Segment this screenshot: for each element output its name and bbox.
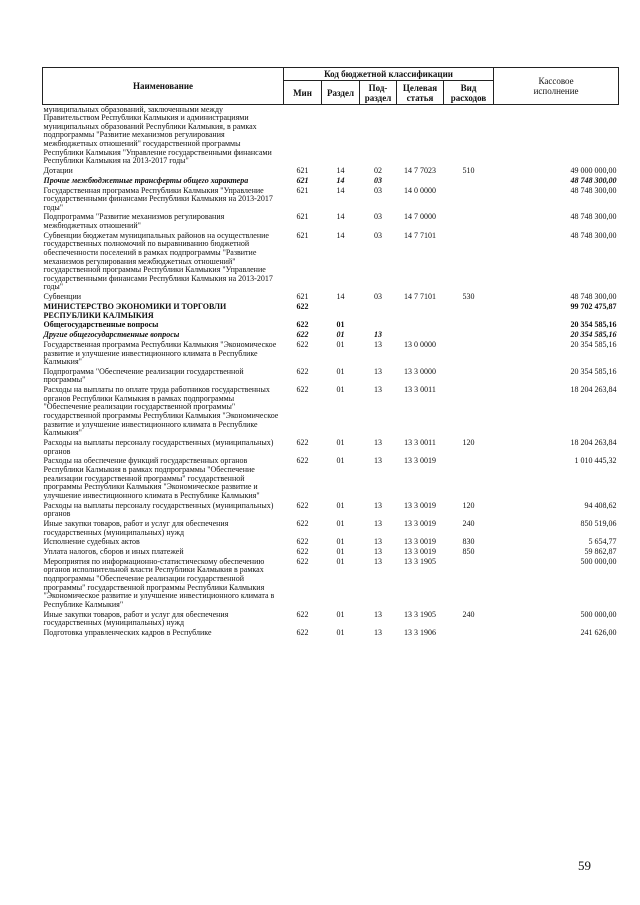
row-podrazdel: 13 (374, 609, 382, 619)
row-podrazdel: 13 (374, 366, 382, 376)
row-podrazdel: 13 (374, 438, 382, 447)
row-target (397, 105, 444, 167)
row-target (397, 331, 444, 341)
row-podrazdel: 13 (374, 456, 382, 466)
row-razdel: 14 (336, 175, 345, 185)
row-podrazdel: 13 (374, 385, 382, 395)
row-target: 14 7 7101 (404, 292, 436, 302)
row-target (397, 302, 444, 320)
row-target: 13 3 0019 (404, 547, 436, 557)
row-podrazdel: 13 (374, 518, 382, 528)
table-row (43, 438, 619, 456)
row-vid: 830 (462, 537, 475, 547)
row-vid: 510 (462, 165, 475, 175)
row-razdel: 01 (336, 385, 345, 395)
row-min: 622 (296, 366, 309, 376)
row-razdel (322, 302, 360, 320)
table-row (43, 519, 619, 537)
row-amount: 48 748 300,00 (570, 212, 617, 222)
row-name: Дотации (43, 165, 73, 175)
row-name: Иные закупки товаров, работ и услуг для обеспечения государственных (муниципальных) нужд (43, 609, 229, 628)
row-min: 621 (296, 212, 309, 222)
row-target: 13 0 0000 (404, 339, 436, 349)
row-amount: 241 626,00 (580, 627, 617, 637)
row-vid (444, 340, 494, 367)
row-razdel: 01 (336, 627, 345, 637)
row-name: Мероприятия по информационно-статистическому обеспечению органов исполнительной власти Республики Калмыкия в рамках подпрограммы "Обеспечение реализации государственной программы" государственной программы Республики Калмыкия "Экономическое развитие и улучшение инвестиционного климата в Республике Калмыкия" (43, 556, 275, 609)
row-min: 622 (296, 547, 309, 557)
row-razdel: 01 (336, 456, 345, 466)
row-razdel: 14 (336, 185, 345, 195)
row-min: 621 (296, 185, 309, 195)
row-amount: 59 862,87 (584, 547, 617, 557)
table-row (43, 557, 619, 610)
row-vid (444, 386, 494, 439)
row-name: Субвенции бюджетам муниципальных районов на осуществление государственных полномочий по выравниванию бюджетной обеспеченности поселений в рамках подпрограммы "Развитие механизмов регулирования межбюджетных отношений" государственной программы Республики Калмыкия "Управление государственными финансами Республики Калмыкия на 2013-2017 годы" (43, 230, 273, 292)
header-min: Мин (284, 81, 322, 105)
row-razdel: 14 (336, 292, 345, 302)
row-vid (444, 628, 494, 638)
header-razdel: Раздел (322, 81, 360, 105)
table-row (43, 367, 619, 385)
row-amount: 20 354 585,16 (570, 330, 617, 340)
page-number: 59 (578, 858, 591, 873)
row-razdel: 01 (336, 547, 345, 557)
row-razdel: 01 (336, 366, 345, 376)
row-podrazdel: 03 (374, 212, 382, 222)
row-min: 622 (296, 438, 309, 447)
row-min: 621 (296, 175, 309, 185)
row-vid: 240 (462, 609, 475, 619)
row-podrazdel (360, 302, 397, 320)
header-name: Наименование (43, 68, 284, 105)
row-target: 13 3 0011 (404, 438, 436, 447)
row-razdel: 14 (336, 230, 345, 240)
row-name: Расходы на обеспечение функций государственных органов Республики Калмыкия в рамках подпрограммы "Обеспечение реализации государственной программы" государственной программы Республики Калмыкия "Экономическое развитие и улучшение инвестиционного климата в Республике Калмыкия" (43, 456, 260, 500)
row-amount: 20 354 585,16 (570, 320, 617, 330)
row-amount: 500 000,00 (580, 556, 617, 566)
row-vid (444, 213, 494, 231)
row-name: Государственная программа Республики Калмыкия "Экономическое развитие и улучшение инвестиционного климата в Республике Калмыкия" (43, 339, 277, 367)
row-razdel: 01 (336, 537, 345, 547)
table-row (43, 331, 619, 341)
row-min: 622 (296, 385, 309, 395)
row-name: Расходы на выплаты персоналу государственных (муниципальных) органов (43, 438, 274, 456)
row-podrazdel: 03 (374, 185, 382, 195)
row-vid (444, 557, 494, 610)
row-target: 14 7 0000 (404, 212, 436, 222)
row-name: Расходы на выплаты по оплате труда работников государственных органов Республики Калмыкия в рамках подпрограммы "Обеспечение реализации государственной программы" государственной программы Республики Калмыкия "Экономическое развитие и улучшение инвестиционного климата в Республике Калмыкия" (43, 385, 279, 438)
row-podrazdel (360, 105, 397, 167)
row-name: МИНИСТЕРСТВО ЭКОНОМИКИ И ТОРГОВЛИ РЕСПУБЛИКИ КАЛМЫКИЯ (43, 301, 227, 320)
row-amount: 99 702 475,87 (570, 301, 617, 311)
row-target (397, 176, 444, 186)
table-row (43, 321, 619, 331)
row-target: 13 3 1905 (404, 556, 436, 566)
row-podrazdel: 03 (374, 175, 382, 185)
row-min: 622 (296, 537, 309, 547)
row-podrazdel: 03 (374, 292, 382, 302)
row-target: 13 3 0011 (404, 385, 436, 395)
row-amount: 48 748 300,00 (570, 175, 617, 185)
row-target: 13 3 0019 (404, 518, 436, 528)
row-amount: 5 654,77 (588, 537, 617, 547)
row-name: муниципальных образований, заключенными между Правительством Республики Калмыкия и администрациями муниципальных образований Республики Калмыкия, в рамках подпрограммы "Развитие механизмов регулирования межбюджетных отношений" государственной программы Республики Калмыкия "Управление государственными финансами Республики Калмыкия на 2013-2017 годы" (43, 104, 272, 166)
row-vid: 120 (462, 438, 475, 447)
row-vid (444, 331, 494, 341)
row-podrazdel: 13 (374, 330, 382, 340)
row-razdel: 01 (336, 500, 345, 510)
row-razdel: 14 (336, 165, 345, 175)
header-vid: Вид расходов (444, 81, 494, 105)
row-razdel: 01 (336, 556, 345, 566)
table-row (43, 231, 619, 292)
row-min: 622 (296, 556, 309, 566)
row-min: 621 (296, 165, 309, 175)
row-name: Иные закупки товаров, работ и услуг для обеспечения государственных (муниципальных) нужд (43, 518, 229, 537)
row-razdel: 01 (336, 330, 345, 340)
row-podrazdel: 13 (374, 339, 382, 349)
row-podrazdel: 03 (374, 230, 382, 240)
row-target: 13 3 0019 (404, 537, 436, 547)
row-min: 622 (296, 627, 309, 637)
row-podrazdel: 13 (374, 627, 382, 637)
row-razdel: 01 (336, 320, 345, 330)
table-row (43, 386, 619, 439)
row-vid (444, 367, 494, 385)
table-row (43, 213, 619, 231)
row-target: 14 7 7023 (404, 165, 436, 175)
table-row (43, 186, 619, 213)
row-min: 621 (296, 230, 309, 240)
budget-document (42, 67, 618, 638)
row-min: 622 (296, 609, 309, 619)
row-name: Другие общегосударственные вопросы (43, 330, 180, 340)
row-vid (444, 321, 494, 331)
row-vid (444, 302, 494, 320)
row-name: Субвенции (43, 292, 82, 302)
row-razdel: 14 (336, 212, 345, 222)
row-razdel (322, 105, 360, 167)
row-amount (494, 105, 619, 167)
row-podrazdel: 13 (374, 537, 382, 547)
table-row (43, 176, 619, 186)
table-row (43, 457, 619, 501)
row-target: 13 3 1906 (404, 627, 436, 637)
row-min: 622 (296, 320, 309, 330)
table-row (43, 293, 619, 303)
row-name: Общегосударственные вопросы (43, 320, 159, 330)
row-min: 622 (296, 330, 309, 340)
row-amount: 1 010 445,32 (574, 456, 617, 466)
row-name: Подпрограмма "Обеспечение реализации государственной программы" (43, 366, 244, 385)
row-vid (444, 105, 494, 167)
row-vid: 240 (462, 518, 475, 528)
table-row (43, 501, 619, 519)
row-min: 621 (296, 292, 309, 302)
table-row (43, 166, 619, 176)
row-amount: 18 204 263,84 (570, 385, 617, 395)
row-target: 13 3 1905 (404, 609, 436, 619)
row-vid: 530 (462, 292, 475, 302)
table-row (43, 538, 619, 548)
row-target: 13 3 0019 (404, 456, 436, 466)
row-target: 13 3 0000 (404, 366, 436, 376)
row-razdel: 01 (336, 438, 345, 447)
row-target: 13 3 0019 (404, 500, 436, 510)
row-target: 14 0 0000 (404, 185, 436, 195)
row-podrazdel: 02 (374, 165, 382, 175)
row-vid: 120 (462, 500, 475, 510)
row-min: 622 (296, 500, 309, 510)
row-amount: 48 748 300,00 (570, 292, 617, 302)
row-vid (444, 176, 494, 186)
row-razdel: 01 (336, 518, 345, 528)
row-name: Прочие межбюджетные трансферты общего характера (43, 175, 249, 185)
row-name: Уплата налогов, сборов и иных платежей (43, 547, 184, 557)
row-podrazdel: 13 (374, 556, 382, 566)
table-row (43, 628, 619, 638)
header-code-group: Код бюджетной классификации (284, 68, 494, 81)
row-target: 14 7 7101 (404, 230, 436, 240)
row-name: Государственная программа Республики Калмыкия "Управление государственными финансами Республики Калмыкия на 2013-2017 годы" (43, 185, 273, 212)
row-vid (444, 186, 494, 213)
row-amount: 850 519,06 (580, 518, 617, 528)
table-body (43, 105, 619, 639)
row-name: Исполнение судебных актов (43, 537, 140, 547)
budget-table (42, 67, 619, 638)
row-name: Расходы на выплаты персоналу государственных (муниципальных) органов (43, 500, 274, 519)
row-min: 622 (296, 339, 309, 349)
row-razdel: 01 (336, 609, 345, 619)
row-target (397, 321, 444, 331)
row-razdel: 01 (336, 339, 345, 349)
row-amount: 20 354 585,16 (570, 366, 617, 376)
header-amount: Кассовое исполнение (494, 68, 619, 105)
row-podrazdel: 13 (374, 547, 382, 557)
row-amount: 94 408,62 (584, 500, 617, 510)
row-min: 622 (296, 301, 309, 311)
row-min: 622 (296, 456, 309, 466)
row-min: 622 (296, 518, 309, 528)
row-amount: 20 354 585,16 (570, 339, 617, 349)
table-row (43, 610, 619, 628)
row-amount: 49 000 000,00 (570, 165, 617, 175)
table-row (43, 547, 619, 557)
row-amount: 500 000,00 (580, 609, 617, 619)
row-amount: 48 748 300,00 (570, 185, 617, 195)
header-target: Целевая статья (397, 81, 444, 105)
row-amount: 48 748 300,00 (570, 230, 617, 240)
row-podrazdel (360, 321, 397, 331)
table-row (43, 105, 619, 167)
row-vid: 850 (462, 547, 475, 557)
row-podrazdel: 13 (374, 500, 382, 510)
table-row (43, 302, 619, 320)
table-row (43, 340, 619, 367)
row-min (284, 105, 322, 167)
row-vid (444, 457, 494, 501)
row-vid (444, 231, 494, 292)
header-podrazdel: Под- раздел (360, 81, 397, 105)
row-name: Подпрограмма "Развитие механизмов регулирования межбюджетных отношений" (43, 212, 225, 231)
row-name: Подготовка управленческих кадров в Республике (43, 627, 212, 637)
row-amount: 18 204 263,84 (570, 438, 617, 447)
